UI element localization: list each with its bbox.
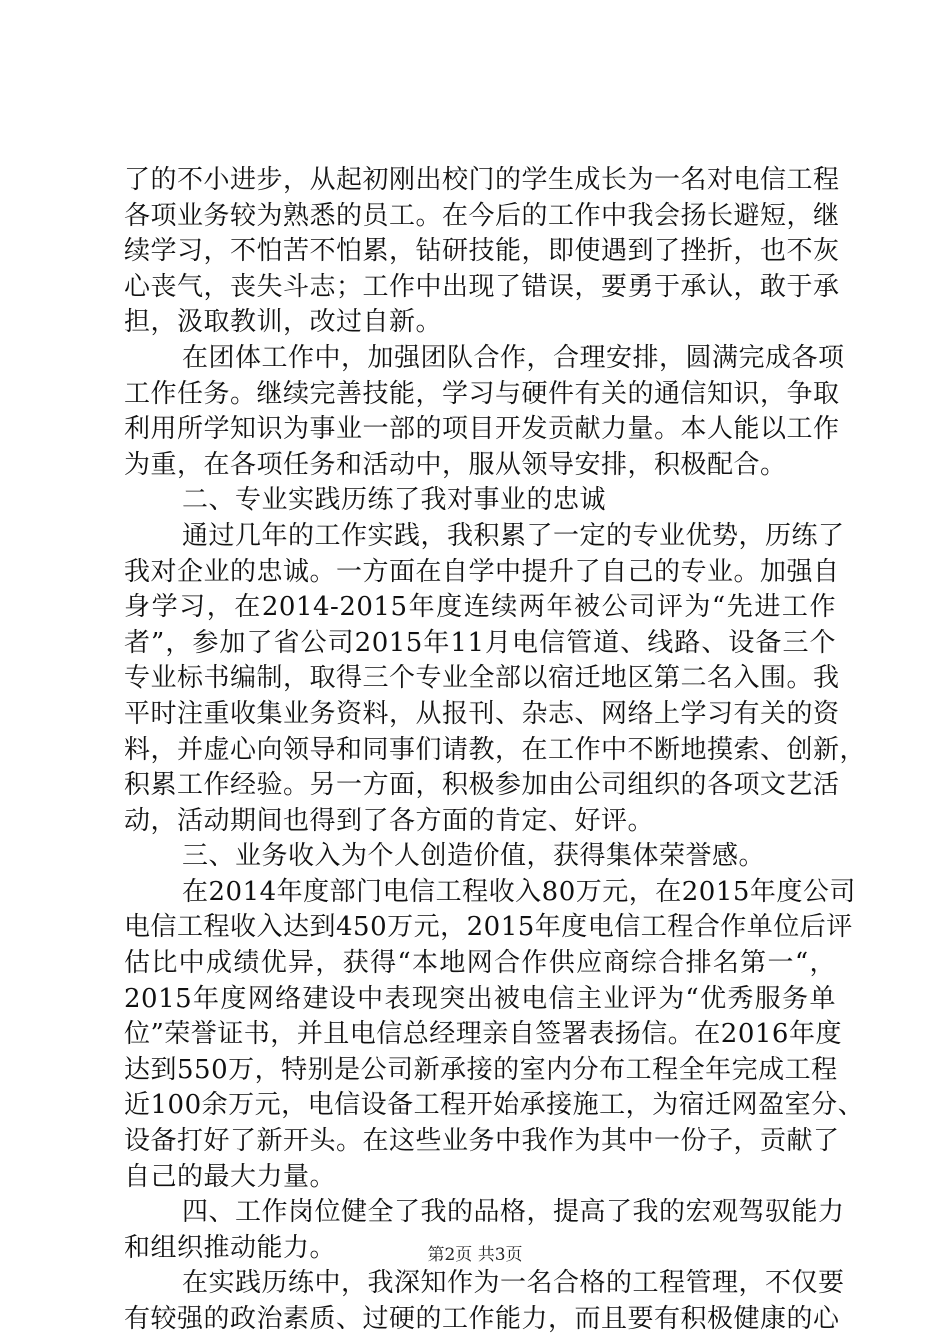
text-line: 通过几年的工作实践，我积累了一定的专业优势，历练了	[182, 520, 845, 551]
text-line: 为重，在各项任务和活动中，服从领导安排，积极配合。	[124, 449, 787, 480]
text-line: 在团体工作中，加强团队合作，合理安排，圆满完成各项	[182, 342, 845, 373]
text-line: 自己的最大力量。	[124, 1161, 337, 1192]
text-line: 担，汲取教训，改过自新。	[124, 307, 443, 338]
text-line: 近100余万元，电信设备工程开始承接施工，为宿迁网盈室分、	[124, 1090, 865, 1121]
text-line: 电信工程收入达到450万元，2015年度电信工程合作单位后评	[124, 912, 853, 943]
text-line: 身学习，在2014-2015年度连续两年被公司评为“先进工作	[124, 592, 836, 623]
text-line: 续学习，不怕苦不怕累，钻研技能，即使遇到了挫折，也不灰	[124, 236, 840, 267]
text-line: 在2014年度部门电信工程收入80万元，在2015年度公司	[182, 876, 856, 907]
body-text	[124, 163, 867, 1338]
text-line: 和组织推动能力。	[124, 1232, 337, 1263]
text-line: 我对企业的忠诚。一方面在自学中提升了自己的专业。加强自	[124, 556, 840, 587]
text-line: 三、业务收入为个人创造价值，获得集体荣誉感。	[182, 841, 766, 872]
text-line: 者”，参加了省公司2015年11月电信管道、线路、设备三个	[124, 627, 836, 658]
text-line: 工作任务。继续完善技能，学习与硬件有关的通信知识，争取	[124, 378, 840, 409]
text-line: 平时注重收集业务资料，从报刊、杂志、网络上学习有关的资	[124, 698, 840, 729]
text-line: 四、工作岗位健全了我的品格，提高了我的宏观驾驭能力	[182, 1197, 845, 1228]
text-line: 专业标书编制，取得三个专业全部以宿迁地区第二名入围。我	[124, 663, 840, 694]
page-footer: 第2页 共3页	[427, 1245, 523, 1265]
text-line: 估比中成绩优异，获得“本地网合作供应商综合排名第一“，	[124, 948, 836, 979]
text-line: 动，活动期间也得到了各方面的肯定、好评。	[124, 805, 655, 836]
text-line: 达到550万，特别是公司新承接的室内分布工程全年完成工程	[124, 1054, 838, 1085]
text-line: 二、专业实践历练了我对事业的忠诚	[182, 485, 607, 516]
text-line: 积累工作经验。另一方面，积极参加由公司组织的各项文艺活	[124, 770, 840, 801]
text-line: 各项业务较为熟悉的员工。在今后的工作中我会扬长避短，继	[124, 200, 840, 231]
text-line: 有较强的政治素质、过硬的工作能力，而且要有积极健康的心	[124, 1304, 840, 1334]
text-line: 设备打好了新开头。在这些业务中我作为其中一份子，贡献了	[124, 1126, 840, 1157]
text-line: 在实践历练中，我深知作为一名合格的工程管理，不仅要	[182, 1268, 845, 1299]
text-line: 料，并虚心向领导和同事们请教，在工作中不断地摸索、创新，	[124, 734, 867, 765]
text-line: 位”荣誉证书，并且电信总经理亲自签署表扬信。在2016年度	[124, 1019, 842, 1050]
text-line: 了的不小进步，从起初刚出校门的学生成长为一名对电信工程	[124, 165, 840, 195]
text-line: 心丧气，丧失斗志；工作中出现了错误，要勇于承认，敢于承	[124, 271, 840, 302]
text-line: 利用所学知识为事业一部的项目开发贡献力量。本人能以工作	[124, 414, 840, 445]
text-line: 2015年度网络建设中表现突出被电信主业评为“优秀服务单	[124, 983, 836, 1014]
